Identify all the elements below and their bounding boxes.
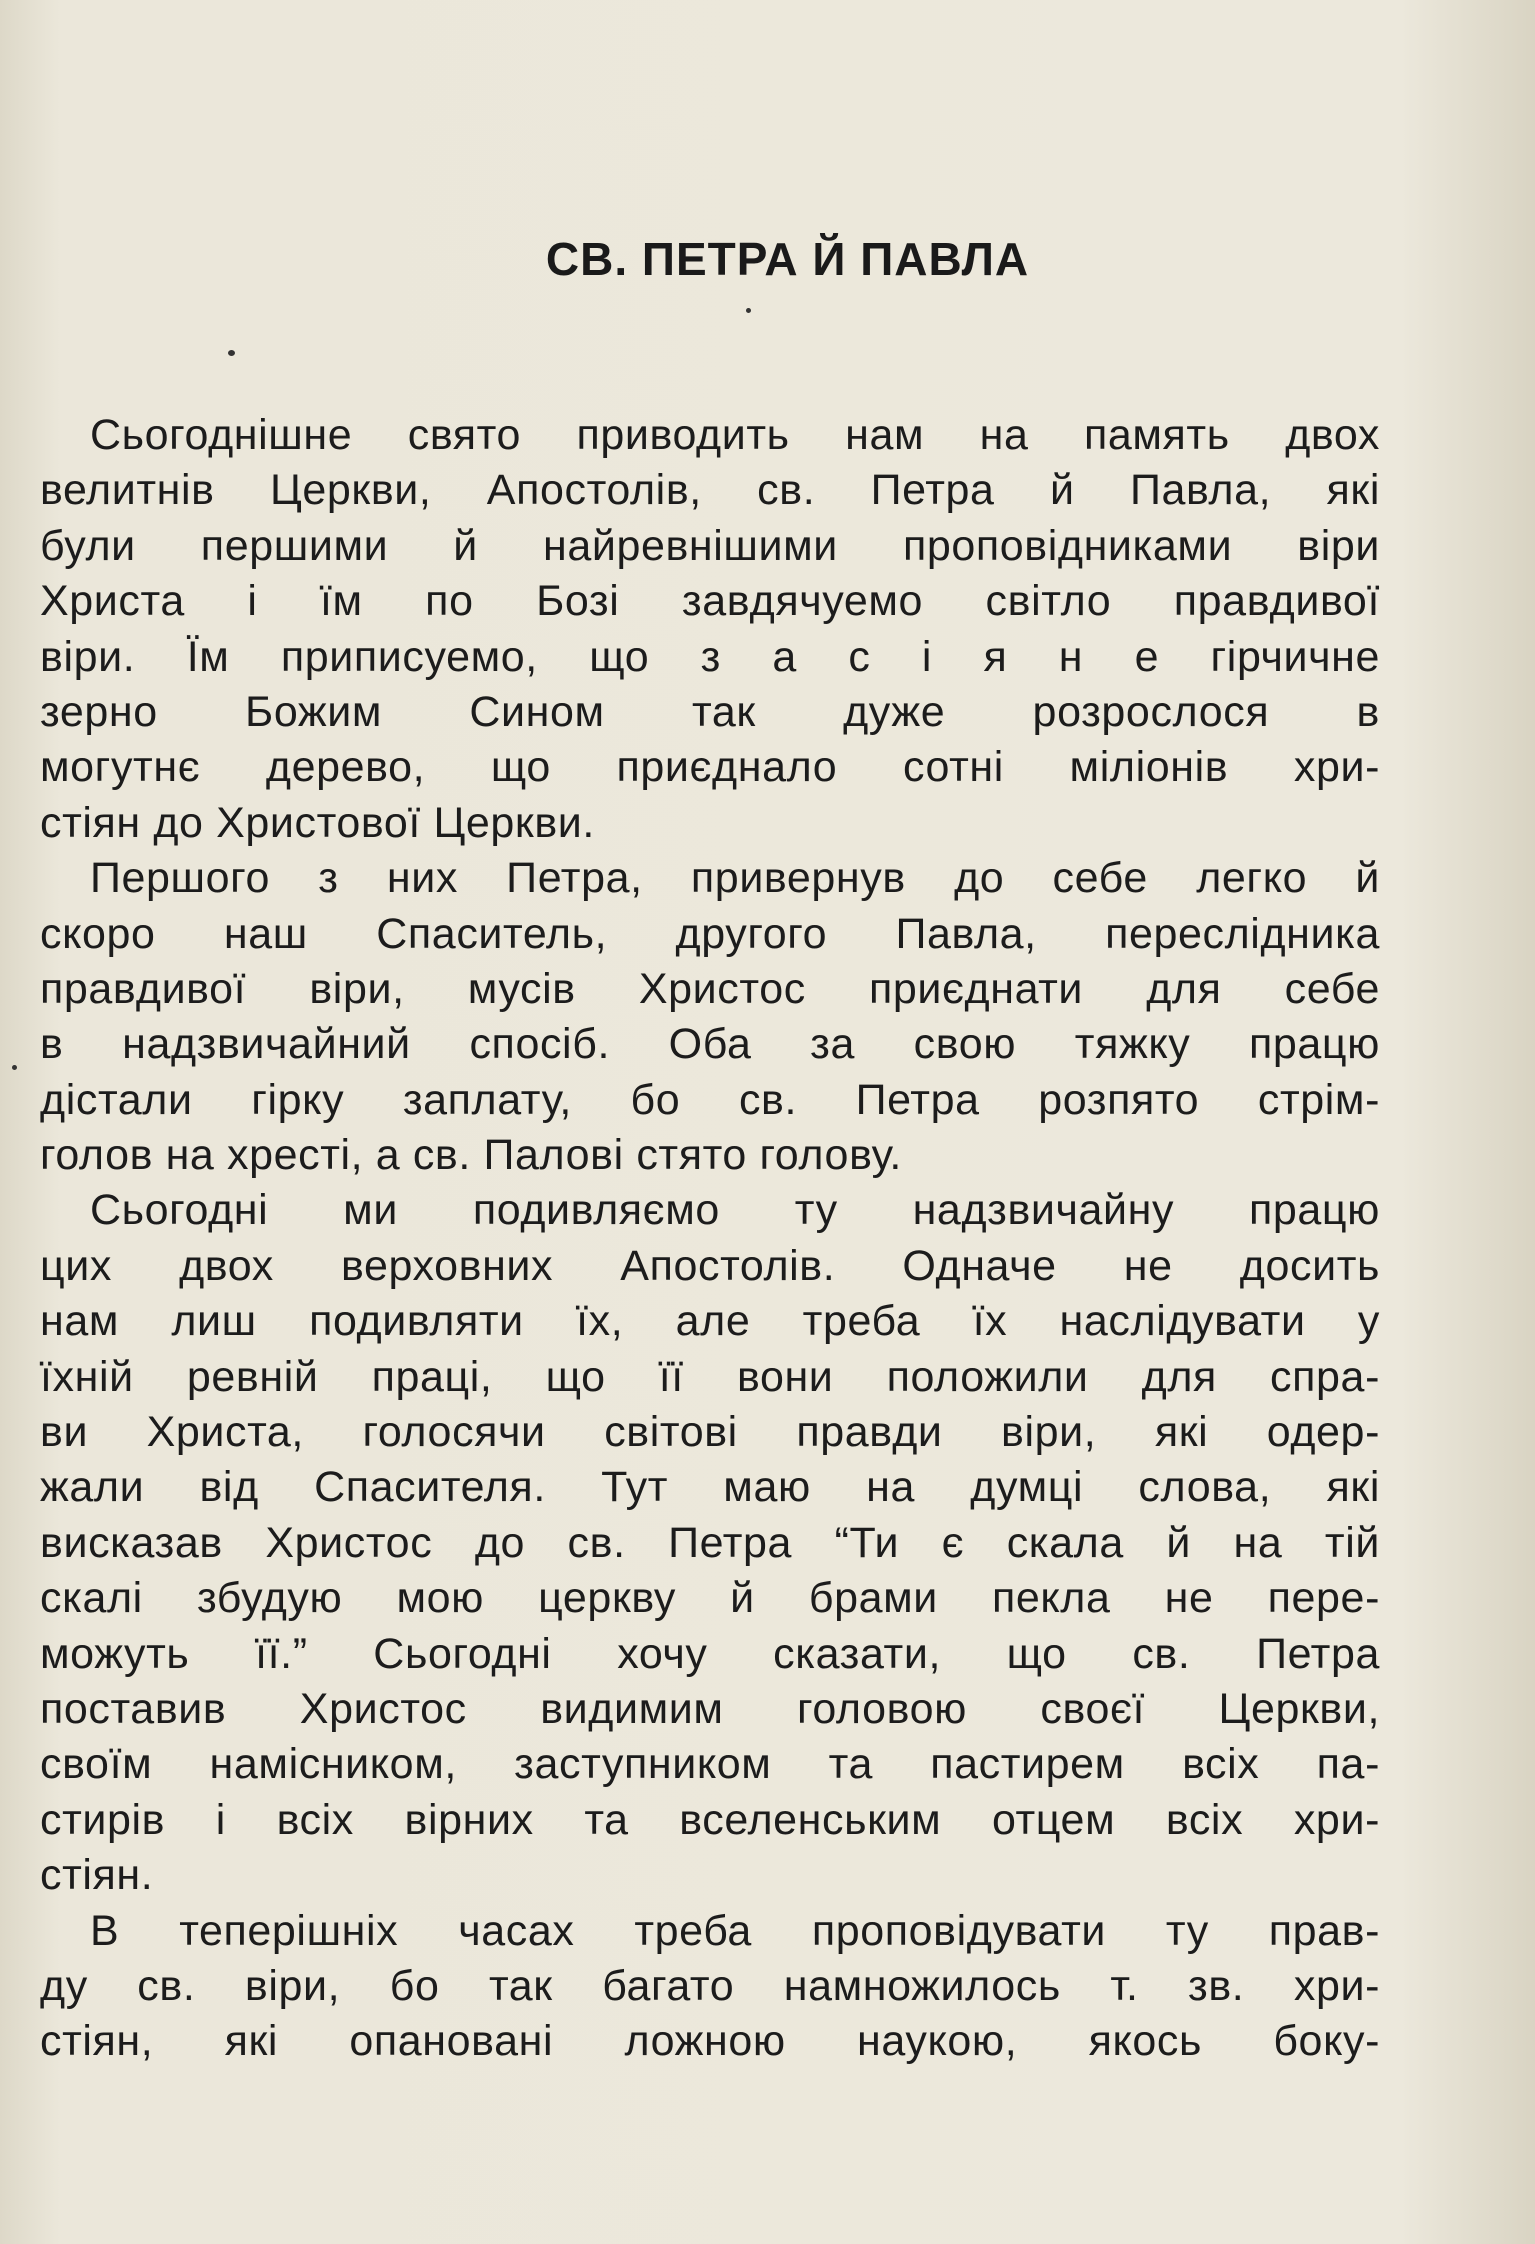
text-line: своїм намісником, заступником та пастирем всіх па- [40, 1740, 1380, 1789]
ink-speck [12, 1065, 17, 1070]
ink-speck [228, 350, 235, 356]
ink-speck [746, 308, 751, 313]
text-line: Христа і їм по Бозі завдячуемо світло правдивої [40, 577, 1380, 626]
text-line: правдивої віри, мусів Христос приєднати для себе [40, 964, 1380, 1013]
text-line: дістали гірку заплату, бо св. Петра розпято стрім- [40, 1075, 1380, 1124]
text-line: в надзвичайний спосіб. Оба за свою тяжку працю [40, 1020, 1380, 1069]
text-line: цих двох верховних Апостолів. Одначе не досить [40, 1241, 1380, 1290]
text-line: віри. Їм приписуемо, що з а с і я н е гірчичне [40, 632, 1380, 681]
text-line: скалі збудую мою церкву й брами пекла не пере- [40, 1574, 1380, 1623]
text-line: могутнє дерево, що приєднало сотні міліонів хри- [40, 743, 1380, 792]
text-line: стіян. [40, 1851, 154, 1900]
body-text [40, 408, 1380, 2070]
text-line: висказав Христос до св. Петра “Ти є скала й на тій [40, 1518, 1380, 1567]
text-line: велитнів Церкви, Апостолів, св. Петра й Павла, які [40, 466, 1380, 515]
text-line: зерно Божим Сином так дуже розрослося в [40, 687, 1380, 736]
text-line: жали від Спасителя. Тут маю на думці слова, які [40, 1463, 1380, 1512]
text-line: Сьогоднішне свято приводить нам на память двох [90, 411, 1380, 459]
text-line: нам лиш подивляти їх, але треба їх наслідувати у [40, 1297, 1380, 1346]
text-line: їхній ревній праці, що її вони положили для спра- [40, 1352, 1380, 1401]
text-line: стирів і всіх вірних та вселенським отцем всіх хри- [40, 1795, 1380, 1844]
text-line: стіян, які опановані ложною наукою, якось боку- [40, 2017, 1380, 2066]
page-title: СВ. ПЕТРА Й ПАВЛА [545, 233, 1030, 285]
text-line: Першого з них Петра, привернув до себе легко й [90, 854, 1380, 903]
text-line: Сьогодні ми подивляємо ту надзвичайну працю [90, 1186, 1380, 1235]
text-line: ви Христа, голосячи світові правди віри, які одер- [40, 1408, 1380, 1457]
text-line: поставив Христос видимим головою своєї Церкви, [40, 1684, 1380, 1733]
text-line: були першими й найревнішими проповідниками віри [40, 521, 1380, 570]
text-line: В теперішніх часах треба проповідувати ту прав- [90, 1906, 1380, 1955]
text-line: можуть її.” Сьогодні хочу сказати, що св. Петра [40, 1629, 1380, 1678]
text-line: ду св. віри, бо так багато намножилось т. зв. хри- [40, 1961, 1380, 2010]
text-line: стіян до Христової Церкви. [40, 798, 595, 847]
text-line: скоро наш Спаситель, другого Павла, переслідника [40, 909, 1380, 958]
text-line: голов на хресті, а св. Палові стято голову. [40, 1131, 902, 1180]
